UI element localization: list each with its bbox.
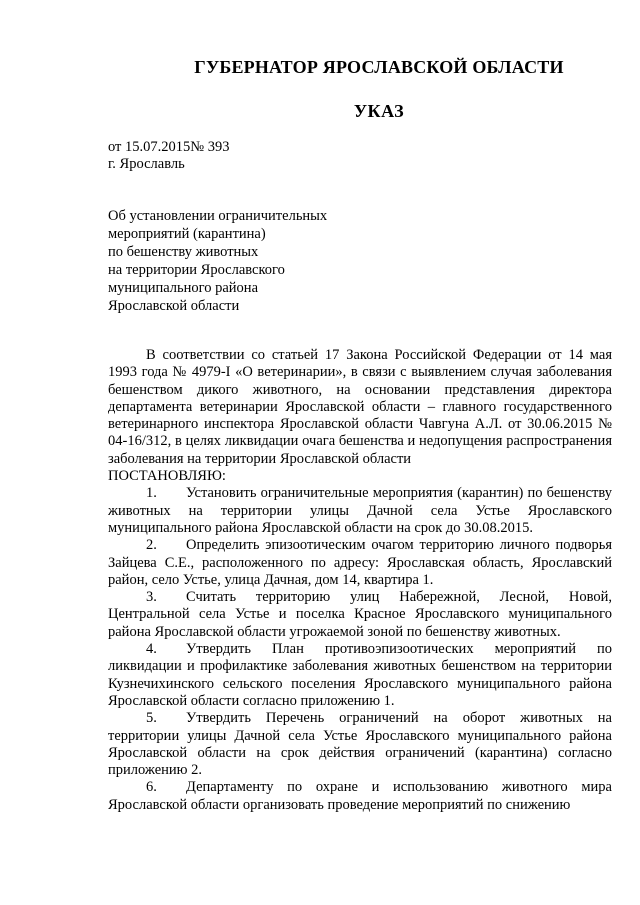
item-number: 6. <box>146 779 157 796</box>
city: г. Ярославль <box>108 156 185 172</box>
decree-word: ПОСТАНОВЛЯЮ: <box>108 468 226 485</box>
document-subject <box>108 207 327 315</box>
item-text: Департаменту по охране и использованию животного мира Ярославской области организовать проведение мероприятий по снижению <box>108 779 612 813</box>
item-number: 4. <box>146 641 157 658</box>
preamble-paragraph: В соответствии со статьей 17 Закона Российской Федерации от 14 мая 1993 года № 4979-I «О ветеринарии», в связи с выявлением случая заболевания бешенством дикого животного, на основании представления директора департамента ветеринарии Ярославской области – главного государственного ветеринарного инспектора Ярославской области Чавгуна А.Л. от 30.06.2015 № 04-16/312, в целях ликвидации очага бешенства и недопущения распространения заболевания на территории Ярославской области <box>108 347 612 467</box>
subject-line: на территории Ярославского <box>108 262 285 278</box>
item-number: 1. <box>146 485 157 502</box>
document-kind: УКАЗ <box>353 101 405 121</box>
decree-item <box>108 485 612 537</box>
item-number: 2. <box>146 537 157 554</box>
document-body <box>108 347 612 814</box>
item-number: 3. <box>146 589 157 606</box>
subject-line: Ярославской области <box>108 298 240 314</box>
item-text: Утвердить Перечень ограничений на оборот животных на территории улицы Дачной села Устье Ярославского муниципального района Ярославской области на срок действия ограничений (карантина) согласно приложению 2. <box>108 710 612 779</box>
document-title: ГУБЕРНАТОР ЯРОСЛАВСКОЙ ОБЛАСТИ <box>194 57 564 77</box>
decree-item <box>108 589 612 641</box>
subject-line: по бешенству животных <box>108 244 259 260</box>
decree-item <box>108 779 612 814</box>
decree-item <box>108 710 612 779</box>
subject-line: муниципального района <box>108 280 258 296</box>
item-text: Считать территорию улиц Набережной, Лесной, Новой, Центральной села Устье и поселка Красное Ярославского муниципального района Ярославской области угрожаемой зоной по бешенству животных. <box>108 589 612 640</box>
document-meta <box>108 139 229 173</box>
item-text: Утвердить План противоэпизоотических мероприятий по ликвидации и профилактике заболевания животных бешенством на территории Кузнечихинского сельского поселения Ярославского муниципального района Ярославской области согласно приложению 1. <box>108 641 612 709</box>
item-number: 5. <box>146 710 157 727</box>
item-text: Определить эпизоотическим очагом территорию личного подворья Зайцева С.Е., расположенного по адресу: Ярославская область, Ярославский район, село Устье, улица Дачная, дом 14, квартира 1. <box>108 537 612 588</box>
decree-item <box>108 537 612 589</box>
subject-line: мероприятий (карантина) <box>108 226 266 242</box>
subject-line: Об установлении ограничительных <box>108 208 328 224</box>
date-number: от 15.07.2015№ 393 <box>108 139 230 155</box>
item-text: Установить ограничительные мероприятия (карантин) по бешенству животных на территории улицы Дачной села Устье Ярославского муниципального района Ярославской области на срок до 30.08.2015. <box>108 485 612 536</box>
decree-item <box>108 641 612 710</box>
